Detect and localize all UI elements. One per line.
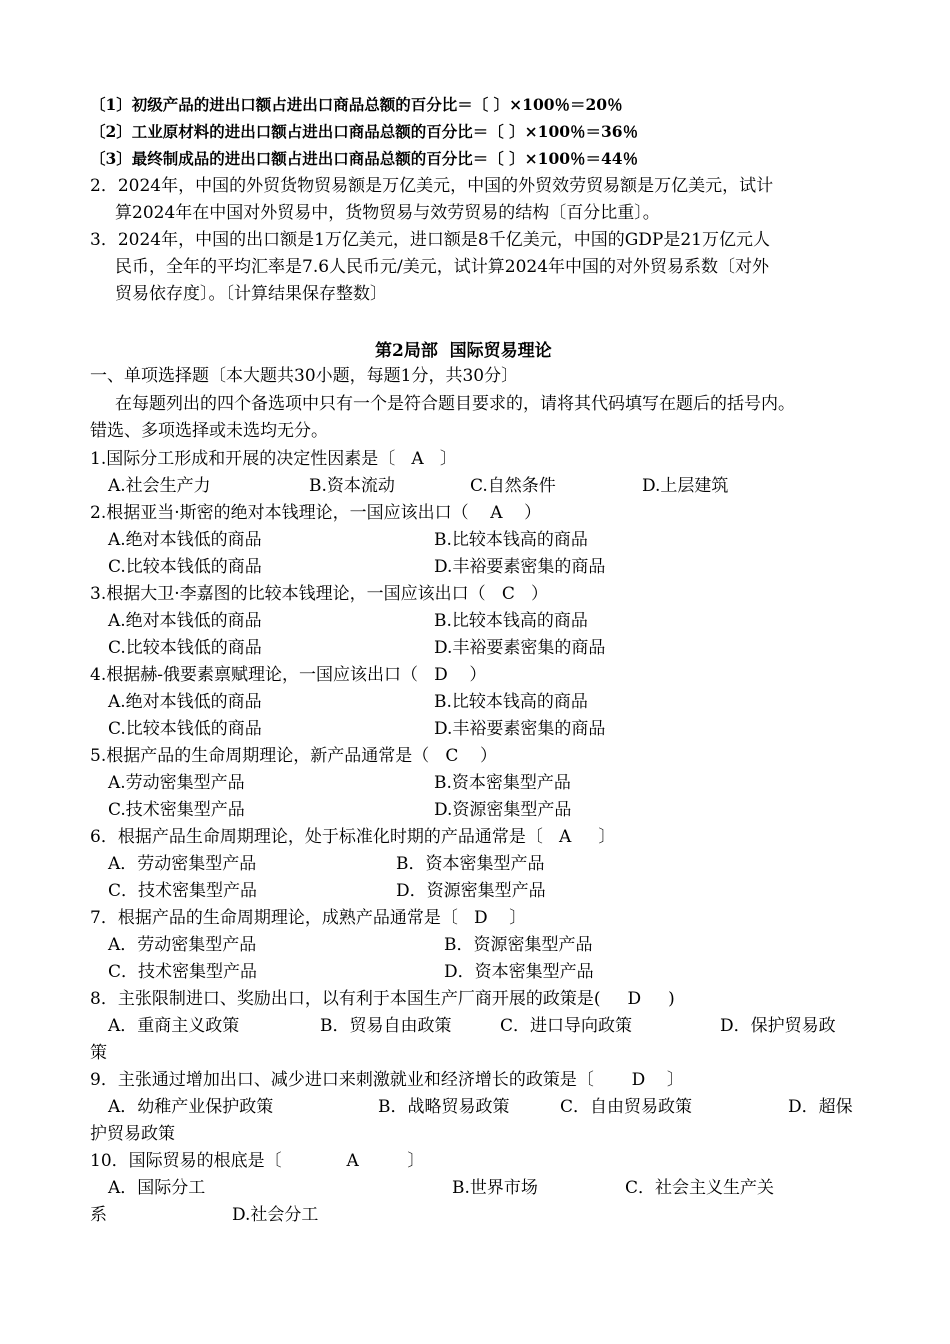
question-5-option-a: A.劳动密集型产品	[108, 773, 245, 793]
problem-2-line-1: 2．2024年，中国的外贸货物贸易额是万亿美元，中国的外贸效劳贸易额是万亿美元，试计	[90, 176, 774, 196]
section-heading: 一、单项选择题〔本大题共30小题，每题1分，共30分〕	[90, 366, 519, 386]
question-6-option-d: D．资源密集型产品	[396, 881, 546, 901]
question-7-option-c: C．技术密集型产品	[108, 962, 258, 982]
question-2-option-a: A.绝对本钱低的商品	[108, 530, 262, 550]
question-8-option-b: B．贸易自由政策	[320, 1016, 452, 1036]
question-2-stem: 2.根据亚当·斯密的绝对本钱理论，一国应该出口（ A ）	[90, 503, 542, 523]
problem-3-line-3: 贸易依存度〕。〔计算结果保存整数〕	[115, 284, 387, 304]
question-4-stem: 4.根据赫-俄要素禀赋理论，一国应该出口（ D ）	[90, 665, 487, 685]
question-5-option-b: B.资本密集型产品	[434, 773, 571, 793]
question-9-option-a: A．幼稚产业保护政策	[108, 1097, 274, 1117]
problem-2-line-2: 算2024年在中国对外贸易中，货物贸易与效劳贸易的结构〔百分比重〕。	[115, 203, 660, 223]
question-6-option-b: B．资本密集型产品	[396, 854, 545, 874]
question-10-stem: 10．国际贸易的根底是〔 A 〕	[90, 1151, 425, 1171]
question-4-option-a: A.绝对本钱低的商品	[108, 692, 262, 712]
question-4-option-d: D.丰裕要素密集的商品	[434, 719, 606, 739]
question-6-stem: 6．根据产品生命周期理论，处于标准化时期的产品通常是〔 A 〕	[90, 827, 616, 847]
question-3-option-a: A.绝对本钱低的商品	[108, 611, 262, 631]
question-9-stem: 9．主张通过增加出口、减少进口来刺激就业和经济增长的政策是〔 D 〕	[90, 1070, 684, 1090]
section-title: 第2局部 国际贸易理论	[375, 341, 552, 361]
instruction-line-1: 在每题列出的四个备选项中只有一个是符合题目要求的，请将其代码填写在题后的括号内。	[115, 394, 795, 414]
question-9-option-d: D．超保	[788, 1097, 853, 1117]
question-9-option-c: C．自由贸易政策	[560, 1097, 693, 1117]
question-2-option-c: C.比较本钱低的商品	[108, 557, 262, 577]
question-7-stem: 7．根据产品的生命周期理论，成熟产品通常是〔 D 〕	[90, 908, 527, 928]
question-5-option-c: C.技术密集型产品	[108, 800, 245, 820]
instruction-line-2: 错选、多项选择或未选均无分。	[90, 421, 328, 441]
formula-2: 〔2〕工业原材料的进出口额占进出口商品总额的百分比＝〔 〕×100％＝36％	[90, 122, 639, 141]
question-3-option-d: D.丰裕要素密集的商品	[434, 638, 606, 658]
formula-1: 〔1〕初级产品的进出口额占进出口商品总额的百分比＝〔 〕×100％＝20％	[90, 95, 623, 114]
question-6-option-c: C．技术密集型产品	[108, 881, 258, 901]
question-10-option-d: D.社会分工	[232, 1205, 319, 1225]
question-7-option-a: A．劳动密集型产品	[108, 935, 257, 955]
question-3-stem: 3.根据大卫·李嘉图的比较本钱理论，一国应该出口（ C ）	[90, 584, 549, 604]
question-10-option-a: A．国际分工	[108, 1178, 206, 1198]
formula-3: 〔3〕最终制成品的进出口额占进出口商品总额的百分比＝〔 〕×100％＝44％	[90, 149, 639, 168]
question-8-option-d: D．保护贸易政	[720, 1016, 836, 1036]
question-2-option-b: B.比较本钱高的商品	[434, 530, 588, 550]
question-8-option-c: C．进口导向政策	[500, 1016, 633, 1036]
question-4-option-b: B.比较本钱高的商品	[434, 692, 588, 712]
question-1-option-c: C.自然条件	[470, 476, 556, 496]
question-7-option-b: B．资源密集型产品	[444, 935, 593, 955]
question-6-option-a: A．劳动密集型产品	[108, 854, 257, 874]
question-2-option-d: D.丰裕要素密集的商品	[434, 557, 606, 577]
question-8-option-d-wrap: 策	[90, 1043, 107, 1063]
question-1-option-b: B.资本流动	[309, 476, 395, 496]
question-10-option-b: B.世界市场	[452, 1178, 538, 1198]
question-5-option-d: D.资源密集型产品	[434, 800, 572, 820]
problem-3-line-2: 民币，全年的平均汇率是7.6人民币元/美元，试计算2024年中国的对外贸易系数〔对外	[115, 257, 770, 277]
question-1-option-d: D.上层建筑	[642, 476, 729, 496]
question-10-option-c-wrap: 系	[90, 1205, 107, 1225]
question-7-option-d: D．资本密集型产品	[444, 962, 594, 982]
question-8-stem: 8．主张限制进口、奖励出口，以有利于本国生产厂商开展的政策是( D )	[90, 989, 675, 1009]
question-9-option-b: B．战略贸易政策	[378, 1097, 510, 1117]
question-5-stem: 5.根据产品的生命周期理论，新产品通常是（ C ）	[90, 746, 498, 766]
question-4-option-c: C.比较本钱低的商品	[108, 719, 262, 739]
question-8-option-a: A．重商主义政策	[108, 1016, 240, 1036]
question-10-option-c: C．社会主义生产关	[625, 1178, 775, 1198]
question-9-option-d-wrap: 护贸易政策	[90, 1124, 175, 1144]
question-1-option-a: A.社会生产力	[108, 476, 211, 496]
question-3-option-b: B.比较本钱高的商品	[434, 611, 588, 631]
problem-3-line-1: 3．2024年，中国的出口额是1万亿美元，进口额是8千亿美元，中国的GDP是21万亿元人	[90, 230, 770, 250]
question-3-option-c: C.比较本钱低的商品	[108, 638, 262, 658]
question-1-stem: 1.国际分工形成和开展的决定性因素是〔 A 〕	[90, 449, 457, 469]
